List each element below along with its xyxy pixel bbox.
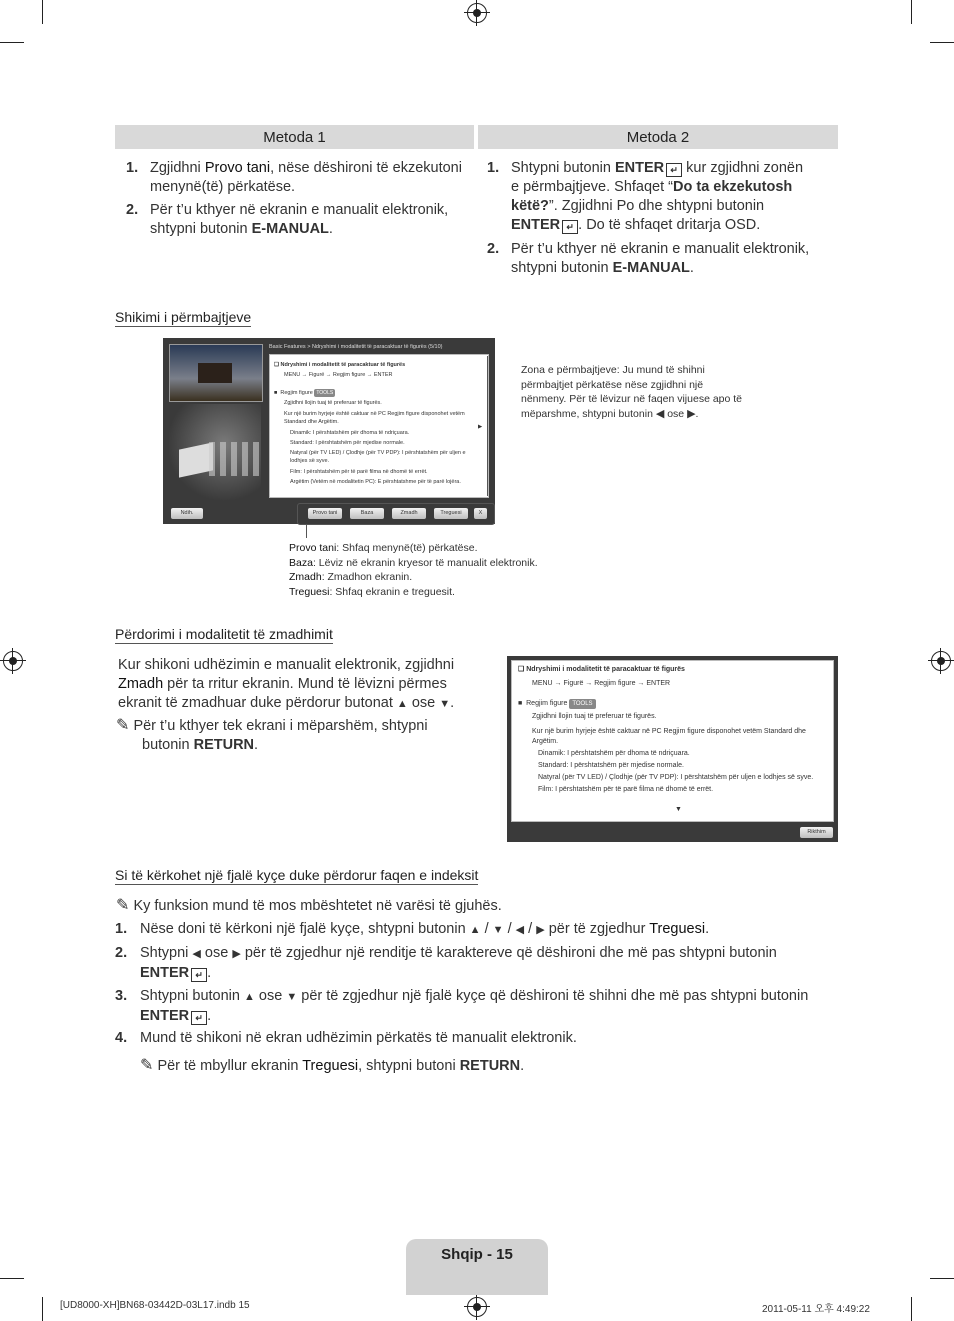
callout-box (297, 503, 495, 525)
step-text: ose (258, 988, 283, 1004)
annotation-text: ose (667, 407, 685, 420)
close-index-note: ✎ Për të mbyllur ekranin Treguesi, shtypni butoni RETURN. (140, 1057, 525, 1074)
step-text: për të zgjedhur një fjalë kyçe që dëshironi të shihni dhe më pas shtypni butonin (301, 988, 809, 1004)
annotation-text: Zona e përmbajtjeve: Ju mund të shihni (521, 364, 705, 376)
print-file-info: [UD8000-XH]BN68-03442D-03L17.indb 15 (60, 1300, 250, 1311)
annotation-text: përmbajtjet përkatëse nëse zgjidhni një (521, 378, 704, 391)
section-title-zoom: Përdorimi i modalitetit të zmadhimit (115, 626, 333, 642)
step-text: Për t’u kthyer në ekranin e manualit elektronik, (511, 241, 810, 257)
right-arrow-icon: ▶ (232, 948, 241, 960)
step-text: Shtypni (140, 945, 189, 961)
zoomed-contents-area[interactable] (511, 660, 834, 822)
legend-item (289, 556, 589, 571)
step-text: . (328, 221, 333, 237)
note-text: , shtypni butoni (358, 1058, 460, 1074)
note-pencil-icon: ✎ (116, 717, 130, 734)
left-arrow-icon: ◀ (655, 407, 665, 420)
crop-mark (930, 42, 954, 43)
step-text: ”. Zgjidhni Po dhe shtypni butonin (548, 198, 765, 214)
legend-term: Treguesi (289, 585, 330, 598)
right-arrow-icon: ▶ (536, 924, 545, 936)
bullet-item: Film: I përshtatshëm për të parë filma në dhomë të errët. (290, 469, 428, 475)
enter-button-label: ENTER (140, 1008, 190, 1024)
landscape-image (169, 344, 263, 402)
tools-badge: TOOLS (316, 390, 334, 396)
method1-step2 (126, 201, 471, 241)
content-heading: ❑ Ndryshimi i modalitetit të paracaktuar të figurës (518, 666, 685, 673)
enter-icon: ↵ (666, 163, 682, 177)
item-desc: Zgjidhni llojin tuaj të preferuar të figurës. (284, 400, 382, 406)
enter-icon: ↵ (562, 220, 578, 234)
step-bold: Provo tani (204, 160, 271, 176)
close-button[interactable]: X (474, 508, 487, 519)
step-text: menynë(të) përkatëse. (150, 179, 296, 195)
legend-item (289, 541, 589, 556)
zoom-note: ✎ Për t’u kthyer tek ekrani i mëparshëm, shtypni butonin RETURN. (116, 717, 428, 753)
menu-path: MENU → Figurë → Regjim figure → ENTER (284, 372, 393, 378)
tools-badge: TOOLS (569, 699, 595, 709)
barn-shape (198, 363, 232, 383)
step-text: Shtypni butonin (511, 160, 615, 176)
emanual-screen (163, 338, 495, 524)
method1-header: Metoda 1 (115, 125, 474, 149)
body-text: ekranit të zmadhuar duke përdorur butonat (118, 695, 393, 711)
step-bold: Do ta ekzekutosh (673, 179, 793, 195)
method1-step1 (126, 159, 471, 199)
enter-button-label: ENTER (511, 217, 561, 233)
breadcrumb: Basic Features > Ndryshimi i modalitetit të paracaktuar të figurës (5/10) (269, 344, 443, 350)
step-text: . Do të shfaqet dritarja OSD. (578, 217, 761, 233)
enter-button-label: ENTER (615, 160, 665, 176)
zoom-body: Kur shikoni udhëzimin e manualit elektronik, zgjidhni Zmadh për ta rritur ekranin. Mund të lëvizni përmes ekranit të zmadhuar duke përdorur butonat ▲ ose ▼. (118, 657, 455, 711)
step-text: kur zgjidhni zonën (682, 160, 804, 176)
section-title-contents: Shikimi i përmbajtjeve (115, 309, 252, 325)
note-text: Kur një burim hyrjeje është caktuar në PC Regjim figure disponohet vetëm Standard dhe Argëtim. (532, 728, 806, 745)
emanual-button-label: E-MANUAL (612, 260, 690, 276)
crop-mark (42, 1297, 43, 1321)
annotation-text: mëparshme, shtypni butonin (521, 407, 653, 420)
bullet-item: Dinamik: I përshtatshëm për dhoma të ndriçuara. (538, 750, 690, 757)
index-step3: 3. Shtypni butonin ▲ ose ▼ për të zgjedhur një fjalë kyçe që dëshironi të shihni dhe më pas shtypni butonin ENTER ↵ . (115, 988, 809, 1024)
try-now-button[interactable]: Provo tani (308, 508, 342, 519)
crop-mark (911, 0, 912, 24)
note-text: Për të mbyllur ekranin (157, 1058, 303, 1074)
index-button[interactable]: Treguesi (434, 508, 468, 519)
right-arrow-icon: ▶ (687, 407, 696, 420)
note-pencil-icon: ✎ (116, 897, 130, 914)
step-text: , nëse dëshironi të ekzekutoni (270, 160, 462, 176)
enter-button-label: ENTER (140, 965, 190, 981)
step-text: Shtypni butonin (140, 988, 240, 1004)
note-bold: Treguesi (302, 1058, 359, 1074)
step-text: Nëse doni të kërkoni një fjalë kyçe, shtypni butonin (140, 921, 466, 937)
step-number: 1. (126, 160, 139, 176)
emanual-button-label: E-MANUAL (251, 221, 329, 237)
heading-text: Ndryshimi i modalitetit të paracaktuar të figurës (280, 362, 406, 368)
registration-mark-icon (467, 1297, 487, 1317)
body-text: Kur shikoni udhëzimin e manualit elektronik, zgjidhni (118, 657, 455, 673)
registration-mark-icon (3, 651, 23, 671)
icons-cluster (209, 442, 259, 476)
index-note (116, 896, 502, 916)
step-number: 2. (126, 202, 139, 218)
index-step4 (115, 1029, 835, 1049)
bullet-item: Natyral (për TV LED) / Çlodhje (për TV PDP): I përshtatshëm për uljen e lodhjes së syve. (290, 450, 466, 464)
note-text: Ky funksion mund të mos mbështetet në varësi të gjuhës. (133, 898, 502, 914)
separator: / (484, 921, 489, 937)
step-bold: Treguesi (649, 921, 706, 937)
item-desc: Zgjidhni llojin tuaj të preferuar të figurës. (532, 713, 657, 720)
legend-term: Provo tani (289, 542, 337, 554)
registration-mark-icon (467, 3, 487, 23)
note-pencil-icon: ✎ (140, 1057, 154, 1074)
crop-mark (42, 0, 43, 24)
enter-icon: ↵ (191, 968, 207, 982)
crop-mark (0, 42, 24, 43)
method2-step1 (487, 159, 837, 237)
decor-image (169, 404, 261, 504)
up-arrow-icon: ▲ (244, 991, 255, 1003)
down-arrow-icon: ▼ (286, 991, 298, 1003)
zoomed-screen (507, 656, 838, 842)
method2-step2 (487, 240, 837, 280)
print-date: 2011-05-11 오후 4:49:22 (762, 1304, 870, 1315)
step-number: 4. (115, 1030, 128, 1046)
note-text: Për t’u kthyer tek ekrani i mëparshëm, shtypni (133, 718, 428, 734)
legend-desc: : Shfaq menynë(të) përkatëse. (336, 542, 478, 554)
back-button[interactable]: Ndih. (171, 508, 203, 519)
step-text: Për t’u kthyer në ekranin e manualit elektronik, (150, 202, 449, 218)
heading-text: Ndryshimi i modalitetit të paracaktuar të figurës (526, 666, 685, 673)
body-text: për ta rritur ekranin. Mund të lëvizni përmes (167, 676, 447, 692)
legend-term: Zmadh (289, 571, 322, 583)
registration-mark-icon (931, 651, 951, 671)
legend-term: Baza (289, 556, 313, 569)
item-text: Regjim figure (280, 390, 313, 396)
step-text: shtypni butonin (150, 221, 252, 237)
step-number: 1. (115, 921, 128, 937)
zoom-word: Zmadh (118, 676, 164, 692)
bullet-item: Standard: I përshtatshëm për mjedise normale. (290, 440, 405, 446)
legend-item (289, 585, 589, 600)
up-arrow-icon: ▲ (469, 924, 481, 936)
step-text: . (689, 260, 694, 276)
return-button-label: RETURN (193, 737, 255, 753)
scroll-down-arrow-icon[interactable]: ▼ (675, 806, 682, 813)
step-number: 2. (487, 241, 500, 257)
button-legend (289, 541, 589, 599)
return-button-label: RETURN (459, 1058, 521, 1074)
step-text: shtypni butonin (511, 260, 613, 276)
return-button[interactable]: Rikthim (800, 827, 833, 838)
bullet-item: Film: I përshtatshëm për të parë filma në dhomë të errët. (538, 786, 714, 793)
bullet-item: Argëtim (Vetëm në modalitetin PC): E përshtatshme për të parë lojëra. (290, 479, 461, 485)
index-step1: 1. Nëse doni të kërkoni një fjalë kyçe, shtypni butonin ▲ / ▼ / ◀ / ▶ për të zgjedhur Treguesi. (115, 921, 710, 937)
content-area-annotation: Zona e përmbajtjeve: Ju mund të shihni përmbajtjet përkatëse nëse zgjidhni një nënmeny. Për të lëvizur në faqen vijuese apo të mëparshme, shtypni butonin ◀ ose ▶. (521, 364, 743, 420)
callout-line (306, 524, 307, 538)
method2-header: Metoda 2 (478, 125, 838, 149)
enter-icon: ↵ (191, 1011, 207, 1025)
callout-line (487, 356, 488, 496)
menu-path: MENU → Figurë → Regjim figure → ENTER (532, 680, 671, 687)
step-text: për të zgjedhur (548, 921, 646, 937)
legend-item (289, 570, 589, 585)
body-text: ose (411, 695, 436, 711)
down-arrow-icon: ▼ (439, 698, 451, 710)
step-text: Zgjidhni (150, 160, 205, 176)
section-title-index: Si të kërkohet një fjalë kyçe duke përdorur faqen e indeksit (115, 867, 479, 883)
index-step2: 2. Shtypni ◀ ose ▶ për të zgjedhur një renditje të karaktereve që dëshironi dhe më pas shtypni butonin ENTER ↵ . (115, 945, 777, 981)
tv-shape (179, 442, 213, 477)
separator: / (528, 921, 533, 937)
step-number: 1. (487, 160, 500, 176)
bullet-item: Natyral (për TV LED) / Çlodhje (për TV PDP): I përshtatshëm për uljen e lodhjes së syve. (538, 774, 814, 781)
page-number-tab (406, 1239, 548, 1295)
bullet-item: Dinamik: I përshtatshëm për dhoma të ndriçuara. (290, 430, 410, 436)
crop-mark (911, 1297, 912, 1321)
bullet-item: Standard: I përshtatshëm për mjedise normale. (538, 762, 684, 769)
legend-desc: : Shfaq ekranin e treguesit. (329, 585, 455, 598)
legend-desc: : Zmadhon ekranin. (321, 571, 413, 583)
left-arrow-icon: ◀ (515, 924, 525, 936)
step-bold: këtë? (511, 198, 549, 214)
contents-area[interactable] (269, 354, 489, 498)
step-text: e përmbajtjeve. Shfaqet “ (511, 179, 674, 195)
annotation-text: nënmeny. Për të lëvizur në faqen vijuese apo të (521, 393, 743, 405)
next-page-arrow-icon[interactable]: ▶ (478, 424, 483, 430)
step-number: 3. (115, 988, 128, 1004)
item-title: ■ Regjim figure TOOLS (274, 390, 334, 396)
home-button[interactable]: Baza (350, 508, 384, 519)
crop-mark (930, 1278, 954, 1279)
step-text: për të zgjedhur një renditje të karaktereve që dëshironi dhe më pas shtypni butonin (244, 945, 777, 961)
step-text: Mund të shikoni në ekran udhëzimin përkatës të manualit elektronik. (140, 1030, 577, 1046)
down-arrow-icon: ▼ (492, 924, 504, 936)
content-heading: ❑ Ndryshimi i modalitetit të paracaktuar të figurës (274, 362, 406, 368)
up-arrow-icon: ▲ (396, 698, 408, 710)
step-text: ose (204, 945, 229, 961)
item-title: ■ Regjim figure TOOLS (518, 699, 596, 709)
note-text: butonin (142, 737, 194, 753)
separator: / (507, 921, 512, 937)
note-text: Kur një burim hyrjeje është caktuar në PC Regjim figure disponohet vetëm Standard dhe Argëtim. (284, 411, 465, 425)
page-label: Shqip - 15 (441, 1246, 513, 1263)
left-arrow-icon: ◀ (192, 948, 201, 960)
step-number: 2. (115, 945, 128, 961)
item-text: Regjim figure (526, 700, 568, 707)
legend-desc: : Lëviz në ekranin kryesor të manualit elektronik. (312, 556, 538, 569)
crop-mark (0, 1278, 24, 1279)
zoom-button[interactable]: Zmadh (392, 508, 426, 519)
